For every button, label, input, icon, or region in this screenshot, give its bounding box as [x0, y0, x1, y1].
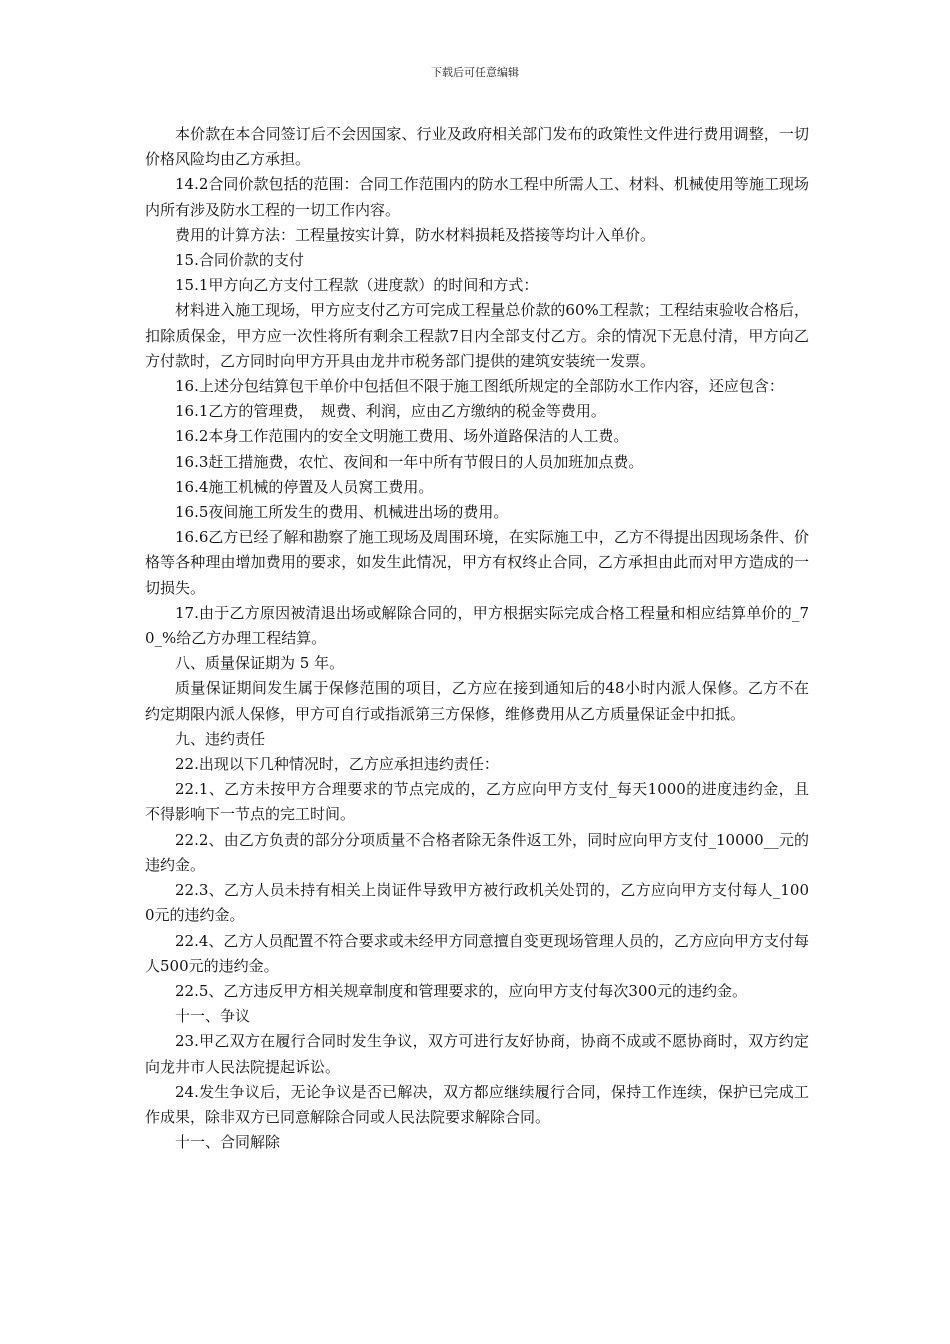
heading-section-9: 九、违约责任: [175, 729, 266, 748]
paragraph-16-1: 16.1乙方的管理费， 规费、利润，应由乙方缴纳的税金等费用。: [175, 402, 606, 421]
paragraph-22-2: 22.2、由乙方负责的部分分项质量不合格者除无条件返工外，同时应向甲方支付_10000__元的违约金。: [145, 830, 809, 874]
paragraph-16-2: 16.2本身工作范围内的安全文明施工费用、场外道路保洁的人工费。: [175, 427, 629, 446]
paragraph-22-4: 22.4、乙方人员配置不符合要求或未经甲方同意擅自变更现场管理人员的，乙方应向甲方支付每人500元的违约金。: [145, 931, 809, 975]
paragraph-16: 16.上述分包结算包干单价中包括但不限于施工图纸所规定的全部防水工作内容，还应包含：: [175, 377, 784, 396]
paragraph-fee-calculation: 费用的计算方法：工程量按实计算，防水材料损耗及搭接等均计入单价。: [175, 225, 656, 244]
paragraph-22-5: 22.5、乙方违反甲方相关规章制度和管理要求的，应向甲方支付每次300元的违约金。: [175, 981, 748, 1000]
heading-15: 15.合同价款的支付: [175, 251, 304, 270]
heading-section-8: 八、质量保证期为 5 年。: [175, 654, 345, 673]
paragraph-price-adjustment: 本价款在本合同签订后不会因国家、行业及政府相关部门发布的政策性文件进行费用调整，一切价格风险均由乙方承担。: [145, 125, 809, 169]
paragraph-15-1: 15.1甲方向乙方支付工程款（进度款）的时间和方式：: [175, 276, 539, 295]
heading-section-11-dispute: 十一、争议: [175, 1007, 251, 1026]
heading-section-11-termination: 十一、合同解除: [175, 1133, 281, 1152]
paragraph-warranty: 质量保证期间发生属于保修范围的项目，乙方应在接到通知后的48小时内派人保修。乙方不在约定期限内派人保修，甲方可自行或指派第三方保修，维修费用从乙方质量保证金中扣抵。: [145, 679, 809, 723]
paragraph-23: 23.甲乙双方在履行合同时发生争议，双方可进行友好协商，协商不成或不愿协商时，双方约定向龙井市人民法院提起诉讼。: [145, 1032, 809, 1076]
paragraph-payment-terms: 材料进入施工现场，甲方应支付乙方可完成工程量总价款的60%工程款；工程结束验收合格后，扣除质保金，甲方应一次性将所有剩余工程款7日内全部支付乙方。余的情况下无息付清，甲方向乙方付款时，乙方同时向甲方开具由龙井市税务部门提供的建筑安装统一发票。: [145, 301, 809, 370]
paragraph-16-4: 16.4施工机械的停置及人员窝工费用。: [175, 477, 434, 496]
paragraph-14-2: 14.2合同价款包括的范围：合同工作范围内的防水工程中所需人工、材料、机械使用等施工现场内所有涉及防水工程的一切工作内容。: [145, 175, 809, 219]
document-body: [145, 122, 809, 1155]
paragraph-16-6: 16.6乙方已经了解和勘察了施工现场及周围环境，在实际施工中，乙方不得提出因现场条件、价格等各种理由增加费用的要求，如发生此情况，甲方有权终止合同，乙方承担由此而对甲方造成的一切损失。: [145, 528, 809, 597]
paragraph-17: 17.由于乙方原因被清退出场或解除合同的，甲方根据实际完成合格工程量和相应结算单价的_70_%给乙方办理工程结算。: [145, 603, 809, 648]
paragraph-16-3: 16.3赶工措施费，农忙、夜间和一年中所有节假日的人员加班加点费。: [175, 452, 644, 471]
paragraph-22: 22.出现以下几种情况时，乙方应承担违约责任：: [175, 755, 499, 774]
paragraph-24: 24.发生争议后，无论争议是否已解决，双方都应继续履行合同，保持工作连续，保护已完成工作成果，除非双方已同意解除合同或人民法院要求解除合同。: [145, 1082, 809, 1126]
paragraph-16-5: 16.5夜间施工所发生的费用、机械进出场的费用。: [175, 503, 509, 522]
paragraph-22-3: 22.3、乙方人员未持有相关上岗证件导致甲方被行政机关处罚的，乙方应向甲方支付每人_1000元的违约金。: [145, 881, 809, 925]
page-header-note: 下载后可任意编辑: [431, 66, 519, 79]
paragraph-22-1: 22.1、乙方未按甲方合理要求的节点完成的，乙方应向甲方支付_每天1000的进度违约金，且不得影响下一节点的完工时间。: [145, 780, 809, 824]
